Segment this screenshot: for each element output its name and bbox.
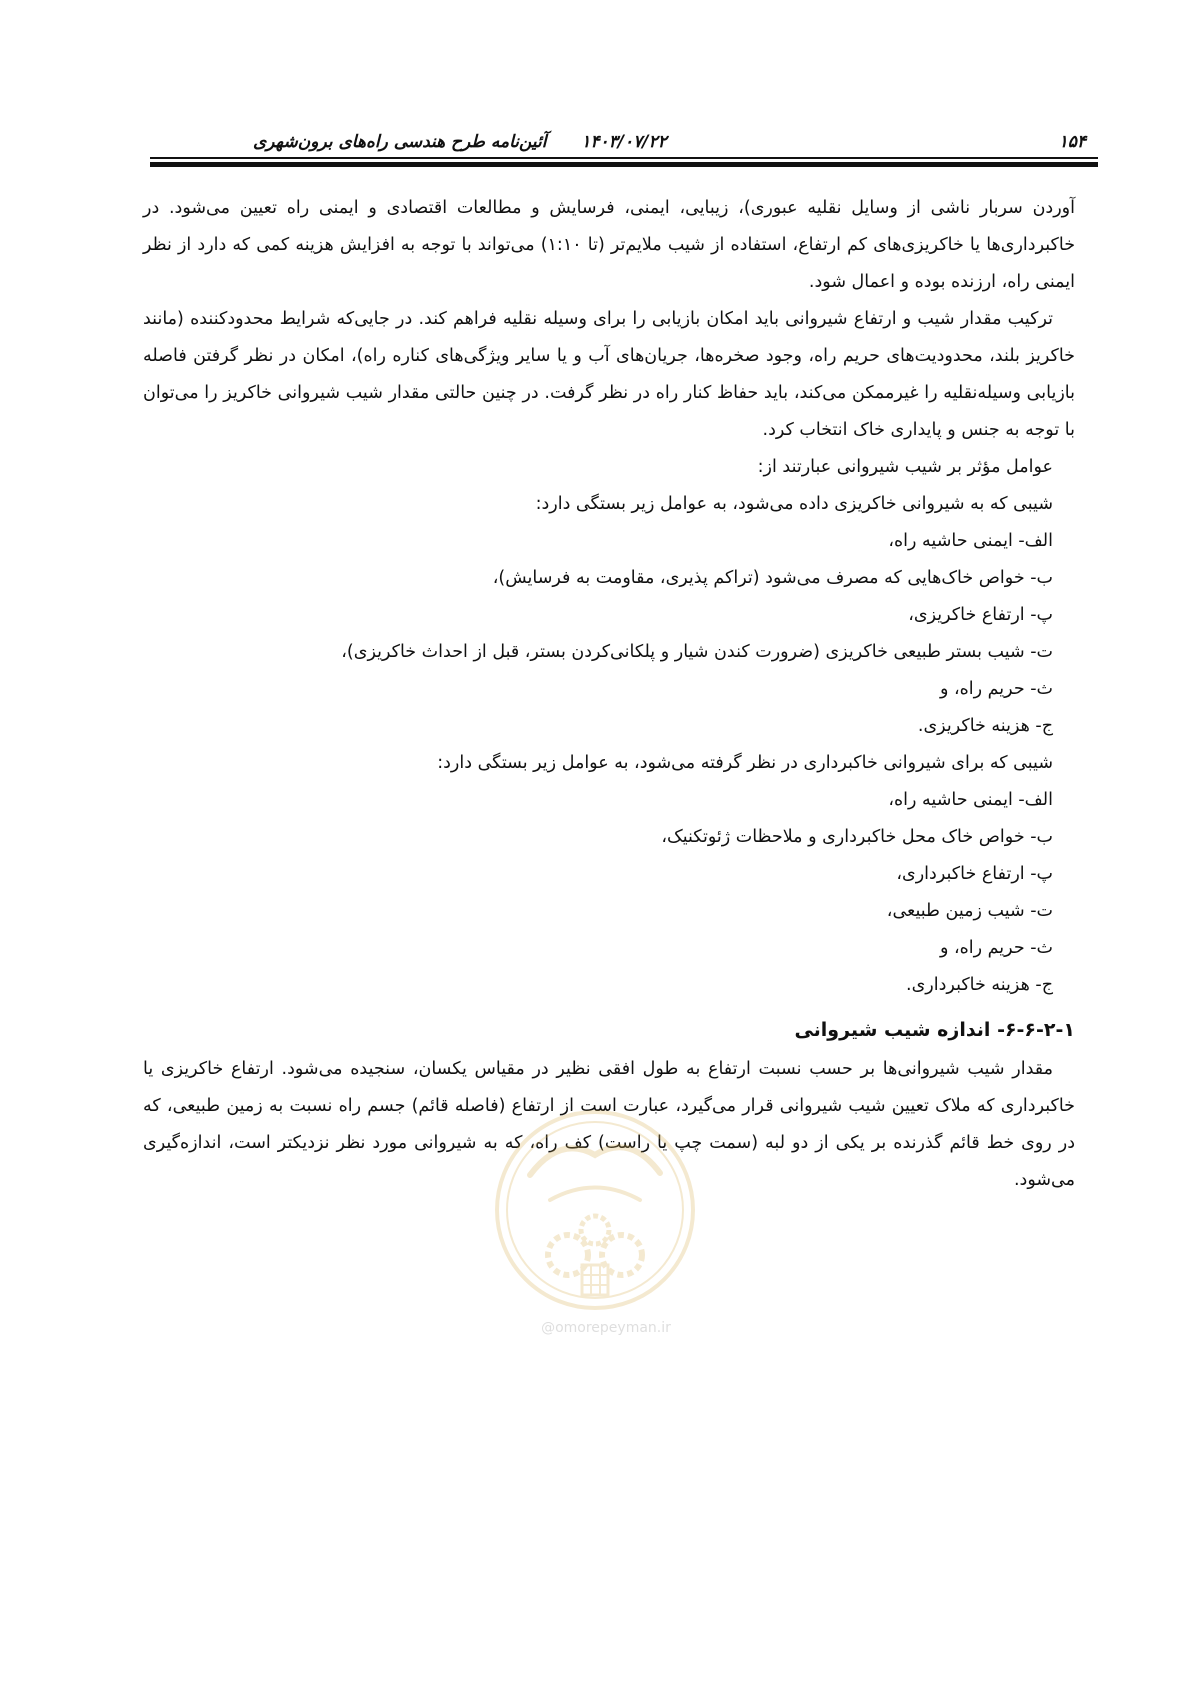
fill-factor-item: ج- هزینه خاکریزی. xyxy=(917,716,1053,736)
cut-factor-item: ب- خواص خاک محل خاکبرداری و ملاحظات ژئوتکنیک، xyxy=(661,827,1053,847)
fill-factor-item: ث- حریم راه، و xyxy=(939,679,1053,699)
fill-slope-intro: شیبی که به شیروانی خاکریزی داده می‌شود، به عوامل زیر بستگی دارد: xyxy=(535,494,1053,514)
page-number: ۱۵۴ xyxy=(1058,132,1086,152)
cut-factor-item: پ- ارتفاع خاکبرداری، xyxy=(896,864,1053,884)
fill-factor-item: الف- ایمنی حاشیه راه، xyxy=(888,531,1053,551)
header-rule-thick xyxy=(150,162,1098,167)
cut-factor-item: ج- هزینه خاکبرداری. xyxy=(906,975,1053,995)
header-date: ۱۴۰۳/۰۷/۲۲ xyxy=(581,132,667,152)
paragraph-1: آوردن سربار ناشی از وسایل نقلیه عبوری)، زیبایی، ایمنی، فرسایش و مطالعات اقتصادی و ایمنی راه تعیین می‌شود. در خاکبرداری‌ها یا خاکریزی‌های کم ارتفاع، استفاده از شیب ملایم‌تر (تا ۱:۱۰) می‌تواند با توجه به افزایش هزینه کمی که دارد از نظر ایمنی راه، ارزنده بوده و اعمال شود. xyxy=(143,198,1076,292)
cut-factor-item: ت- شیب زمین طبیعی، xyxy=(886,901,1053,921)
page-header xyxy=(150,128,1098,158)
watermark-seal-icon xyxy=(490,1105,700,1315)
fill-factor-item: پ- ارتفاع خاکریزی، xyxy=(908,605,1053,625)
header-title: آئین‌نامه طرح هندسی راه‌های برون‌شهری xyxy=(253,132,547,152)
document-body xyxy=(143,190,1075,1199)
fill-factor-item: ب- خواص خاک‌هایی که مصرف می‌شود (تراکم پذیری، مقاومت به فرسایش)، xyxy=(492,568,1053,588)
factors-intro: عوامل مؤثر بر شیب شیروانی عبارتند از: xyxy=(757,457,1053,477)
section-heading: ۶-۶-۲-۱- اندازه شیب شیروانی xyxy=(794,1019,1075,1041)
header-rule-thin xyxy=(150,157,1098,159)
cut-factor-item: ث- حریم راه، و xyxy=(939,938,1053,958)
paragraph-2: ترکیب مقدار شیب و ارتفاع شیروانی باید امکان بازیابی را برای وسیله نقلیه فراهم کند. در جایی‌که شرایط محدودکننده (مانند خاکریز بلند، محدودیت‌های حریم راه، وجود صخره‌ها، جریان‌های آب و یا سایر ویژگی‌های کناره راه)، امکان در نظر گرفتن فاصله بازیابی وسیله‌نقلیه را غیرممکن می‌کند، باید حفاظ کنار راه در نظر گرفت. در چنین حالتی مقدار شیب شیروانی خاکریز را می‌توان با توجه به جنس و پایداری خاک انتخاب کرد. xyxy=(143,309,1075,440)
paragraph-last: مقدار شیب شیروانی‌ها بر حسب نسبت ارتفاع به طول افقی نظیر در مقیاس یکسان، سنجیده می‌شود. ارتفاع خاکریزی یا خاکبرداری که ملاک تعیین شیب شیروانی قرار می‌گیرد، عبارت است از ارتفاع (فاصله قائم) جسم راه نسبت به زمین طبیعی، که در روی خط قائم گذرنده بر یکی از دو لبه (سمت چپ یا راست) کف راه، که به شیروانی مورد نظر نزدیکتر است، اندازه‌گیری می‌شود. xyxy=(143,1059,1075,1190)
watermark-url: @omorepeyman.ir xyxy=(541,1320,671,1336)
cut-slope-intro: شیبی که برای شیروانی خاکبرداری در نظر گرفته می‌شود، به عوامل زیر بستگی دارد: xyxy=(437,753,1053,773)
cut-factor-item: الف- ایمنی حاشیه راه، xyxy=(888,790,1053,810)
fill-factor-item: ت- شیب بستر طبیعی خاکریزی (ضرورت کندن شیار و پلکانی‌کردن بستر، قبل از احداث خاکریزی)، xyxy=(341,642,1053,662)
